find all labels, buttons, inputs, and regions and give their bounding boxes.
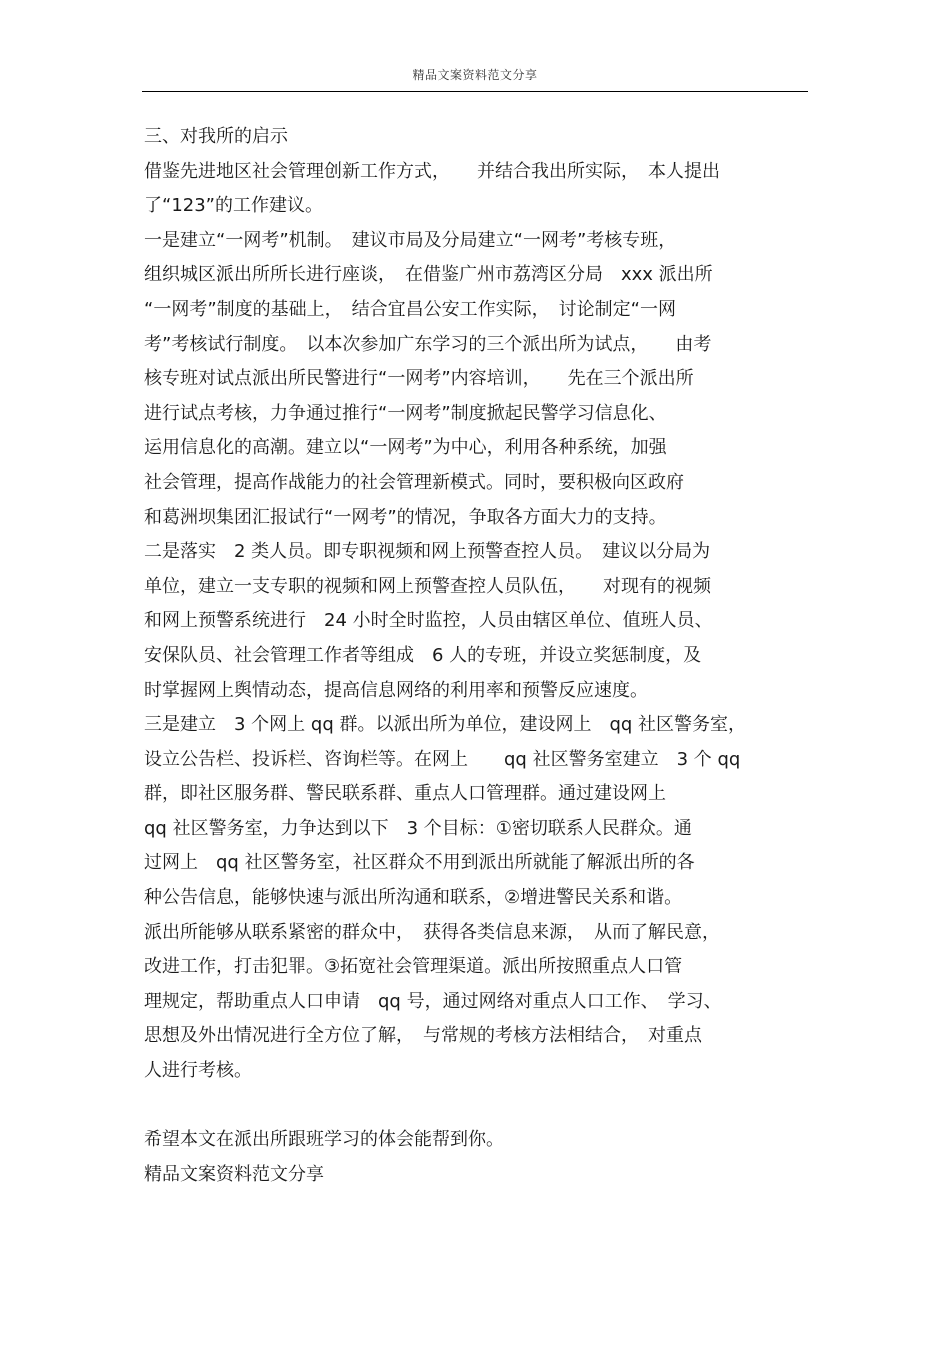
header-divider xyxy=(142,91,808,92)
text-line: 考”考核试行制度。 以本次参加广东学习的三个派出所为试点， 由考 xyxy=(144,333,712,355)
text-line: 改进工作，打击犯罪。③拓宽社会管理渠道。派出所按照重点人口管 xyxy=(144,956,683,978)
text-line: 运用信息化的高潮。建立以“一网考”为中心，利用各种系统，加强 xyxy=(144,437,667,459)
text-line: 三、对我所的启示 xyxy=(144,126,288,147)
text-line: 和网上预警系统进行 24 小时全时监控，人员由辖区单位、值班人员、 xyxy=(144,610,713,632)
text-line: 核专班对试点派出所民警进行“一网考”内容培训， 先在三个派出所 xyxy=(144,368,694,390)
text-line: 种公告信息，能够快速与派出所沟通和联系，②增进警民关系和谐。 xyxy=(144,887,683,909)
text-line: 三是建立 3 个网上 qq 群。以派出所为单位，建设网上 qq 社区警务室， xyxy=(144,714,747,736)
text-line: 安保队员、社会管理工作者等组成 6 人的专班，并设立奖惩制度，及 xyxy=(144,644,702,666)
blank-line xyxy=(144,1089,808,1124)
document-body xyxy=(144,120,808,1192)
text-line: qq 社区警务室，力争达到以下 3 个目标：①密切联系人民群众。通 xyxy=(144,817,692,839)
text-line: “一网考”制度的基础上， 结合宜昌公安工作实际， 讨论制定“一网 xyxy=(144,298,676,320)
text-line: 单位，建立一支专职的视频和网上预警查控人员队伍， 对现有的视频 xyxy=(144,575,711,597)
text-line: 了“123”的工作建议。 xyxy=(144,195,324,217)
footer-line: 精品文案资料范文分享 xyxy=(144,1163,324,1185)
text-line: 设立公告栏、投诉栏、咨询栏等。在网上 qq 社区警务室建立 3 个 qq xyxy=(144,748,741,770)
text-line: 借鉴先进地区社会管理创新工作方式， 并结合我出所实际， 本人提出 xyxy=(144,160,720,182)
text-line: 和葛洲坝集团汇报试行“一网考”的情况，争取各方面大力的支持。 xyxy=(144,506,667,528)
page-header: 精品文案资料范文分享 xyxy=(412,68,538,82)
text-line: 人进行考核。 xyxy=(144,1060,252,1082)
text-line: 理规定，帮助重点人口申请 qq 号，通过网络对重点人口工作、 学习、 xyxy=(144,990,722,1012)
text-line: 进行试点考核，力争通过推行“一网考”制度掀起民警学习信息化、 xyxy=(144,402,667,424)
closing-line: 希望本文在派出所跟班学习的体会能帮到你。 xyxy=(144,1129,504,1151)
text-line: 思想及外出情况进行全方位了解， 与常规的考核方法相结合， 对重点 xyxy=(144,1025,702,1047)
text-line: 时掌握网上舆情动态，提高信息网络的利用率和预警反应速度。 xyxy=(144,679,648,701)
text-line: 二是落实 2 类人员。即专职视频和网上预警查控人员。 建议以分局为 xyxy=(144,541,711,563)
text-line: 社会管理，提高作战能力的社会管理新模式。同时，要积极向区政府 xyxy=(144,471,684,493)
text-line: 群，即社区服务群、警民联系群、重点人口管理群。通过建设网上 xyxy=(144,783,666,805)
text-line: 过网上 qq 社区警务室，社区群众不用到派出所就能了解派出所的各 xyxy=(144,852,695,874)
text-line: 组织城区派出所所长进行座谈， 在借鉴广州市荔湾区分局 xxx 派出所 xyxy=(144,264,713,286)
text-line: 派出所能够从联系紧密的群众中， 获得各类信息来源， 从而了解民意， xyxy=(144,921,720,943)
text-line: 一是建立“一网考”机制。 建议市局及分局建立“一网考”考核专班， xyxy=(144,229,677,251)
